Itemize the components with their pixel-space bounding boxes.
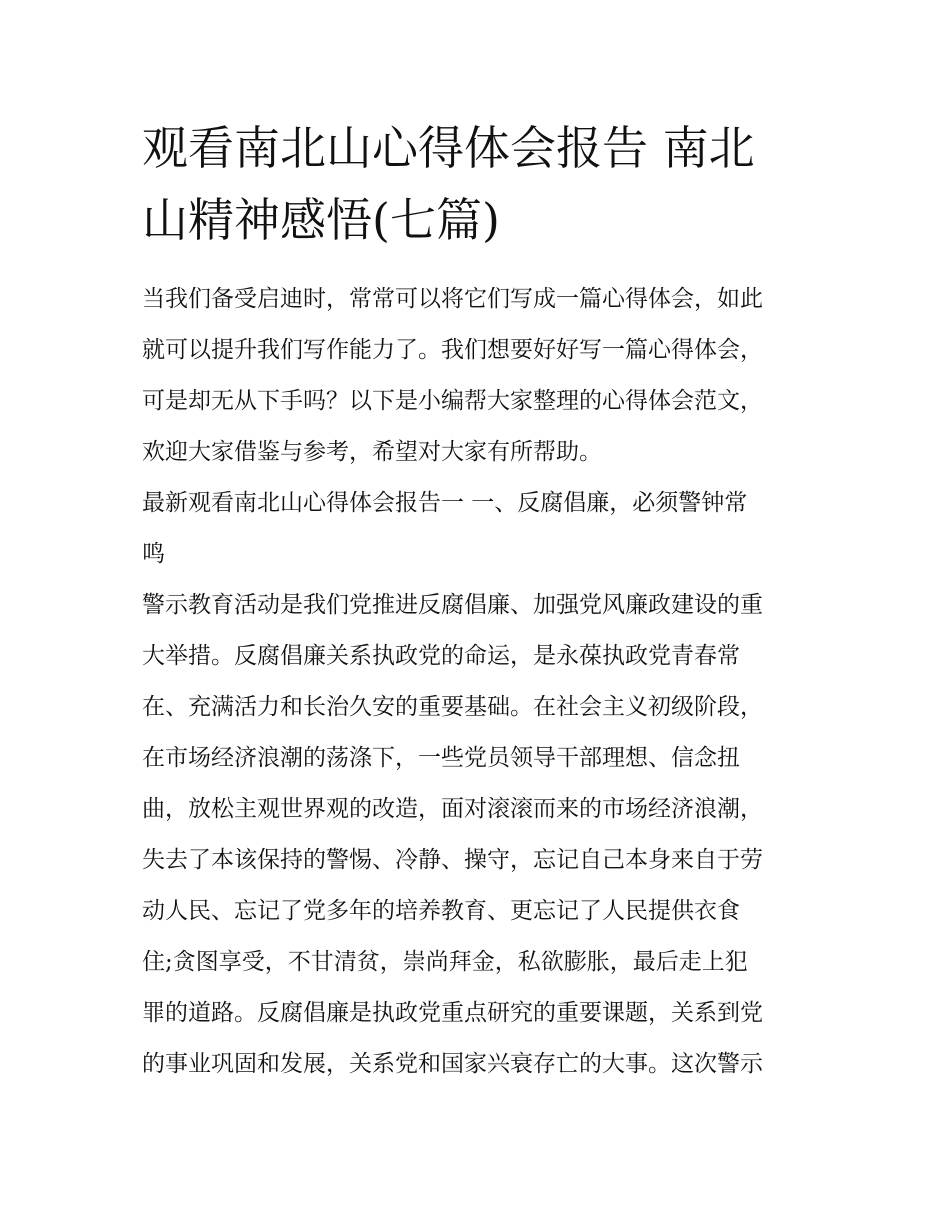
text-line: 大举措。反腐倡廉关系执政党的命运，是永葆执政党青春常 bbox=[142, 643, 740, 669]
document-content bbox=[142, 112, 822, 1090]
text-line: 罪的道路。反腐倡廉是执政党重点研究的重要课题，关系到党 bbox=[142, 1000, 763, 1026]
title-line: 山精神感悟(七篇) bbox=[142, 193, 500, 247]
text-line: 曲，放松主观世界观的改造，面对滚滚而来的市场经济浪潮， bbox=[142, 796, 763, 822]
text-line: 在、充满活力和长治久安的重要基础。在社会主义初级阶段， bbox=[142, 694, 763, 720]
title-line: 观看南北山心得体会报告 南北 bbox=[142, 121, 755, 175]
text-line: 失去了本该保持的警惕、冷静、操守，忘记自己本身来自于劳 bbox=[142, 847, 763, 873]
document-title bbox=[142, 112, 822, 256]
text-line: 当我们备受启迪时，常常可以将它们写成一篇心得体会，如此 bbox=[142, 286, 763, 312]
body-paragraph bbox=[142, 580, 822, 1090]
text-line: 动人民、忘记了党多年的培养教育、更忘记了人民提供衣食 bbox=[142, 898, 740, 924]
text-line: 最新观看南北山心得体会报告一 一、反腐倡廉，必须警钟常 bbox=[142, 490, 748, 516]
text-line: 的事业巩固和发展，关系党和国家兴衰存亡的大事。这次警示 bbox=[142, 1051, 763, 1077]
intro-paragraph bbox=[142, 274, 822, 478]
text-line: 欢迎大家借鉴与参考，希望对大家有所帮助。 bbox=[142, 439, 602, 465]
text-line: 警示教育活动是我们党推进反腐倡廉、加强党风廉政建设的重 bbox=[142, 592, 763, 618]
text-line: 就可以提升我们写作能力了。我们想要好好写一篇心得体会， bbox=[142, 337, 763, 363]
text-line: 在市场经济浪潮的荡涤下，一些党员领导干部理想、信念扭 bbox=[142, 745, 740, 771]
text-line: 住;贪图享受，不甘清贫，崇尚拜金，私欲膨胀，最后走上犯 bbox=[142, 949, 748, 975]
section-heading bbox=[142, 478, 822, 580]
text-line: 可是却无从下手吗？以下是小编帮大家整理的心得体会范文， bbox=[142, 388, 763, 414]
text-line: 鸣 bbox=[142, 541, 165, 567]
